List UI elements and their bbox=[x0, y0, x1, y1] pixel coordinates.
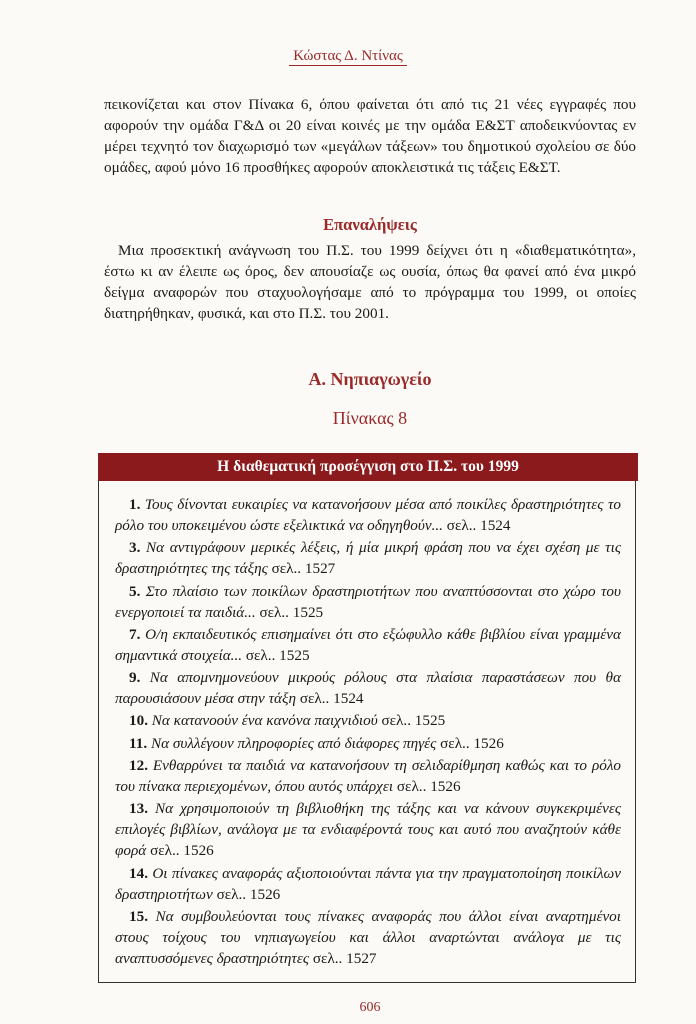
item-text: Ο/η εκπαιδευτικός επισημαίνει ότι στο εξώφυλλο κάθε βιβλίου είναι γραμμένα σημαντικά στοιχεία... bbox=[115, 625, 621, 664]
item-text: Να συμβουλεύονται τους πίνακες αναφοράς που άλλοι είναι αναρτημένοι στους τοίχους του νηπιαγωγείου και άλλοι αναρτώνται ανάλογα με τις αναπτυσσόμενες δραστηριότητες bbox=[115, 907, 621, 967]
section-title-kindergarten: Α. Νηπιαγωγείο bbox=[308, 369, 432, 389]
list-item bbox=[115, 798, 621, 861]
list-item bbox=[115, 733, 621, 754]
item-text: Να κατανοούν ένα κανόνα παιχνιδιού bbox=[151, 712, 378, 730]
box-title-bar: Η διαθεματική προσέγγιση στο Π.Σ. του 1999 bbox=[98, 453, 638, 481]
item-number: 11. bbox=[129, 734, 148, 752]
list-item bbox=[115, 906, 621, 969]
item-page-ref: σελ.. 1524 bbox=[446, 517, 511, 534]
list-item bbox=[115, 624, 621, 666]
header-author: Κώστας Δ. Ντίνας bbox=[289, 48, 407, 66]
item-number: 9. bbox=[129, 669, 141, 687]
table-label: Πίνακας 8 bbox=[332, 408, 408, 428]
item-page-ref: σελ.. 1525 bbox=[381, 712, 446, 730]
item-page-ref: σελ.. 1527 bbox=[271, 560, 336, 578]
item-number: 5. bbox=[129, 582, 141, 600]
list-item bbox=[115, 537, 621, 579]
item-number: 7. bbox=[129, 625, 141, 643]
item-page-ref: σελ.. 1526 bbox=[150, 842, 214, 860]
item-text: Ενθαρρύνει τα παιδιά να κατανοήσουν τη σελιδαρίθμηση καθώς και το ρόλο του πίνακα περιεχομένων, όπου αυτός υπάρχει bbox=[115, 757, 621, 796]
item-page-ref: σελ.. 1526 bbox=[216, 885, 281, 903]
item-page-ref: σελ.. 1526 bbox=[440, 734, 504, 752]
section-heading-repetitions: Επαναλήψεις bbox=[323, 215, 417, 234]
item-page-ref: σελ.. 1525 bbox=[259, 603, 324, 621]
list-item bbox=[115, 494, 621, 536]
item-text: Να χρησιμοποιούν τη βιβλιοθήκη της τάξης και να κάνουν συγκεκριμένες επιλογές βιβλίων, ανάλογα με τα ενδιαφέροντά τους και αυτό που αναζητούν κάθε φορά bbox=[115, 800, 621, 860]
item-number: 15. bbox=[129, 907, 148, 925]
item-number: 1. bbox=[129, 496, 141, 513]
item-text: Να απομνημονεύουν μικρούς ρόλους στα πλαίσια παραστάσεων που θα παρουσιάσουν μέσα στην τάξη bbox=[115, 669, 621, 708]
item-text: Οι πίνακες αναφοράς αξιοποιούνται πάντα για την πραγματοποίηση ποικίλων δραστηριοτήτων bbox=[115, 864, 621, 903]
running-header bbox=[0, 48, 696, 65]
page-number: 606 bbox=[359, 1000, 381, 1015]
item-number: 13. bbox=[129, 800, 148, 818]
item-text: Τους δίνονται ευκαιρίες να κατανοήσουν μέσα από ποικίλες δραστηριότητες το ρόλο του υποκειμένου ώστε εξελικτικά να οδηγηθούν... bbox=[115, 496, 621, 534]
list-item bbox=[115, 581, 621, 623]
list-item bbox=[115, 755, 621, 797]
excerpt-list bbox=[115, 494, 621, 970]
list-item bbox=[115, 710, 621, 731]
list-item bbox=[115, 863, 621, 905]
item-number: 14. bbox=[129, 864, 148, 882]
item-text: Στο πλαίσιο των ποικίλων δραστηριοτήτων που αναπτύσσονται στο χώρο του ενεργοποιεί τα παιδιά... bbox=[115, 582, 621, 621]
list-item bbox=[115, 667, 621, 709]
item-page-ref: σελ.. 1524 bbox=[299, 690, 364, 708]
item-number: 3. bbox=[129, 539, 141, 557]
item-page-ref: σελ.. 1527 bbox=[312, 949, 377, 967]
item-page-ref: σελ.. 1525 bbox=[245, 646, 310, 664]
paragraph-continuation: πεικονίζεται και στον Πίνακα 6, όπου φαίνεται ότι από τις 21 νέες εγγραφές που αφορούν την ομάδα Γ&Δ οι 20 είναι κοινές με την ομάδα Ε&ΣΤ αποδεικνύοντας εν μέρει τεχνητό τον διαχωρισμό των «μεγάλων τάξεων» του δημοτικού σχολείου σε δύο ομάδες, αφού μόνο 16 προσθήκες αφορούν αποκλειστικά τις τάξεις Ε&ΣΤ. bbox=[104, 96, 636, 176]
item-text: Να συλλέγουν πληροφορίες από διάφορες πηγές bbox=[150, 734, 437, 752]
paragraph-intro: Μια προσεκτική ανάγνωση του Π.Σ. του 1999 δείχνει ότι η «διαθεματικότητα», έστω κι αν έλειπε ως όρος, δεν απουσίαζε ως ουσία, όπως θα φανεί από ένα μικρό δείγμα αναφορών που σταχυολογήσαμε από το πρόγραμμα του 1999, οι οποίες διατηρήθηκαν, φυσικά, και στο Π.Σ. του 2001. bbox=[104, 242, 636, 322]
item-text: Να αντιγράφουν μερικές λέξεις, ή μία μικρή φράση που να έχει σχέση με τις δραστηριότητες της τάξης bbox=[115, 539, 621, 578]
item-number: 10. bbox=[129, 712, 148, 730]
item-number: 12. bbox=[129, 757, 148, 775]
item-page-ref: σελ.. 1526 bbox=[396, 778, 461, 796]
